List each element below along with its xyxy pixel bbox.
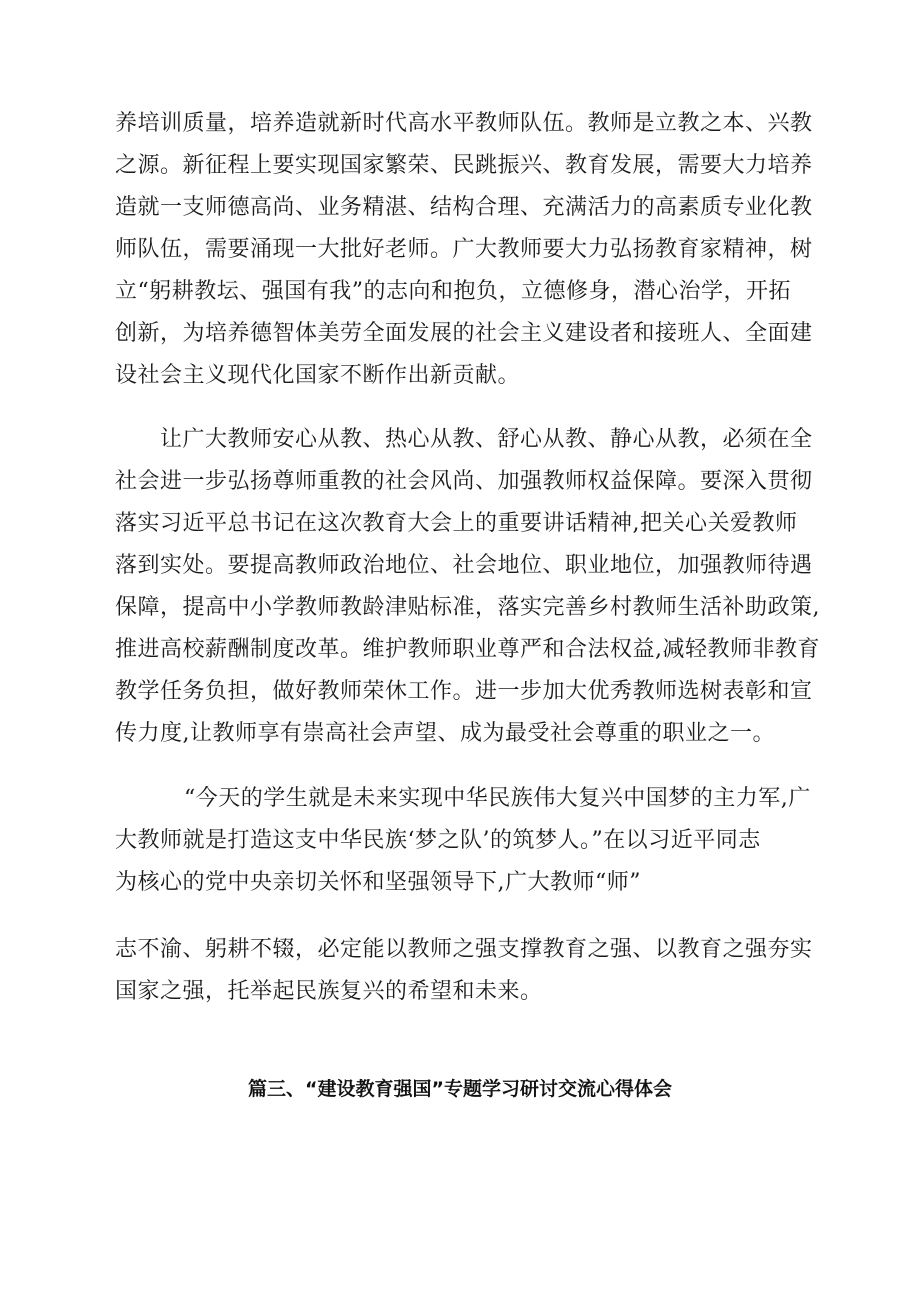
section-heading: 篇三、“建设教育强国”专题学习研讨交流心得体会 [248, 1078, 672, 1100]
text-line: 创新，为培养德智体美劳全面发展的社会主义建设者和接班人、全面建 [115, 321, 813, 346]
text-line: 传力度,让教师享有崇高社会声望、成为最受社会尊重的职业之一。 [115, 721, 775, 746]
text-line: 设社会主义现代化国家不断作出新贡献。 [115, 363, 521, 388]
text-line: 为核心的党中央亲切关怀和坚强领导下,广大教师“师” [115, 870, 641, 895]
text-line: 大教师就是打造这支中华民族‘梦之队’的筑梦人。”在以习近平同志 [115, 828, 761, 853]
text-line: 社会进一步弘扬尊师重教的社会风尚、加强教师权益保障。要深入贯彻 [115, 469, 813, 494]
text-line: 让广大教师安心从教、热心从教、舒心从教、静心从教，必须在全 [160, 427, 813, 452]
text-line: 造就一支师德高尚、业务精湛、结构合理、充满活力的高素质专业化教 [115, 195, 813, 220]
text-line: 国家之强，托举起民族复兴的希望和未来。 [115, 979, 543, 1004]
text-line: 志不渝、躬耕不辍，必定能以教师之强支撑教育之强、以教育之强夯实 [115, 937, 813, 962]
text-line: 之源。新征程上要实现国家繁荣、民跳振兴、教育发展，需要大力培养 [115, 153, 813, 178]
text-line: 师队伍，需要涌现一大批好老师。广大教师要大力弘扬教育家精神，树 [115, 237, 813, 262]
text-line: 落实习近平总书记在这次教育大会上的重要讲话精神,把关心关爱教师 [115, 511, 798, 536]
text-line: 立“躬耕教坛、强国有我”的志向和抱负，立德修身，潜心治学，开拓 [115, 279, 791, 304]
text-line: 保障，提高中小学教师教龄津贴标准，落实完善乡村教师生活补助政策, [115, 595, 820, 620]
text-line: 养培训质量，培养造就新时代高水平教师队伍。教师是立教之本、兴教 [115, 111, 813, 136]
text-line: 落到实处。要提高教师政治地位、社会地位、职业地位，加强教师待遇 [115, 553, 813, 578]
text-line: 教学任务负担，做好教师荣休工作。进一步加大优秀教师选树表彰和宣 [115, 679, 813, 704]
text-line: 推进高校薪酬制度改革。维护教师职业尊严和合法权益,减轻教师非教育 [115, 637, 820, 662]
text-line: “今天的学生就是未来实现中华民族伟大复兴中国梦的主力军,广 [184, 786, 811, 811]
